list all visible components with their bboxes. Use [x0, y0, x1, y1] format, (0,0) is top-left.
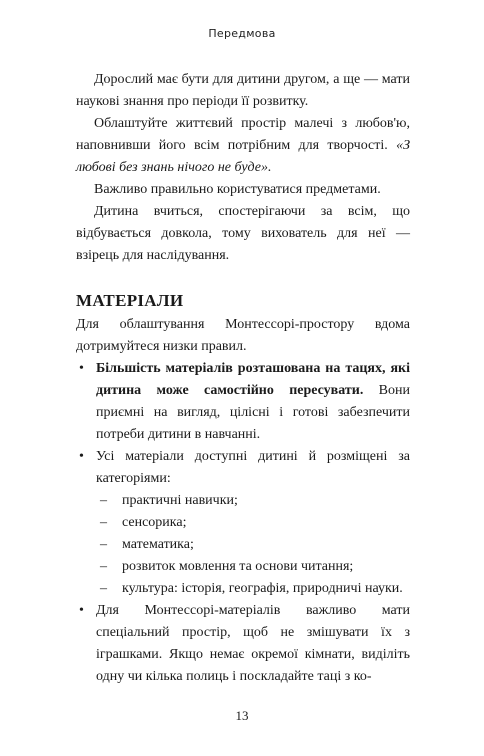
- bold-lead: Більшість матеріалів розташована на тацях, які дитина може самостійно пересувати.: [96, 361, 410, 398]
- section-intro: Для облаштування Монтессорі-простору вдома дотримуйтеся низки правил.: [76, 317, 410, 354]
- quote: «З любові без знань нічого не буде».: [76, 138, 411, 175]
- category-item: [96, 578, 410, 600]
- bullet-mark: •: [79, 449, 84, 464]
- category-item: [96, 512, 410, 534]
- paragraph-text: Облаштуйте життєвий простір малечі з любов'ю, наповнивши його всім потрібним для творчості.: [76, 116, 410, 153]
- category-text: культура: історія, географія, природничі науки.: [122, 581, 403, 596]
- item-text: Усі матеріали доступні дитині й розміщені за категоріями:: [96, 449, 410, 486]
- dash-mark: –: [100, 493, 107, 508]
- bullet-mark: •: [79, 361, 84, 376]
- rules-list: [76, 358, 410, 688]
- category-item: [96, 534, 410, 556]
- dash-mark: –: [100, 537, 107, 552]
- list-item: [76, 446, 410, 600]
- list-item: [76, 600, 410, 688]
- bullet-mark: •: [79, 603, 84, 618]
- intro-paragraph: Важливо правильно користуватися предметами.: [94, 182, 381, 197]
- item-text: Для Монтессорі-матеріалів важливо мати спеціальний простір, щоб не змішувати їх з іграшками. Якщо немає окремої кімнати, виділіть одну чи кілька полиць і поскладайте таці з ко-: [96, 603, 410, 684]
- intro-paragraph: [76, 113, 410, 179]
- category-text: математика;: [122, 537, 194, 552]
- dash-mark: –: [100, 559, 107, 574]
- list-item: [76, 358, 410, 446]
- dash-mark: –: [100, 581, 107, 596]
- dash-mark: –: [100, 515, 107, 530]
- categories-list: [96, 490, 410, 600]
- section-heading: МАТЕРІАЛИ: [76, 291, 184, 310]
- item-text: Вони приємні на вигляд, цілісні і готові забезпечити потреби дитини в навчанні.: [96, 383, 410, 442]
- category-item: [96, 556, 410, 578]
- intro-paragraph: Дорослий має бути для дитини другом, а ще — мати наукові знання про періоди її розвитку.: [76, 72, 410, 109]
- category-text: розвиток мовлення та основи читання;: [122, 559, 354, 574]
- category-text: практичні навички;: [122, 493, 238, 508]
- page-body: [76, 69, 410, 688]
- page-number: 13: [235, 708, 249, 723]
- running-head: Передмова: [208, 27, 276, 40]
- category-text: сенсорика;: [122, 515, 187, 530]
- intro-paragraph: Дитина вчиться, спостерігаючи за всім, що відбувається довкола, тому вихователь для неї — взірець для наслідування.: [76, 204, 410, 263]
- category-item: [96, 490, 410, 512]
